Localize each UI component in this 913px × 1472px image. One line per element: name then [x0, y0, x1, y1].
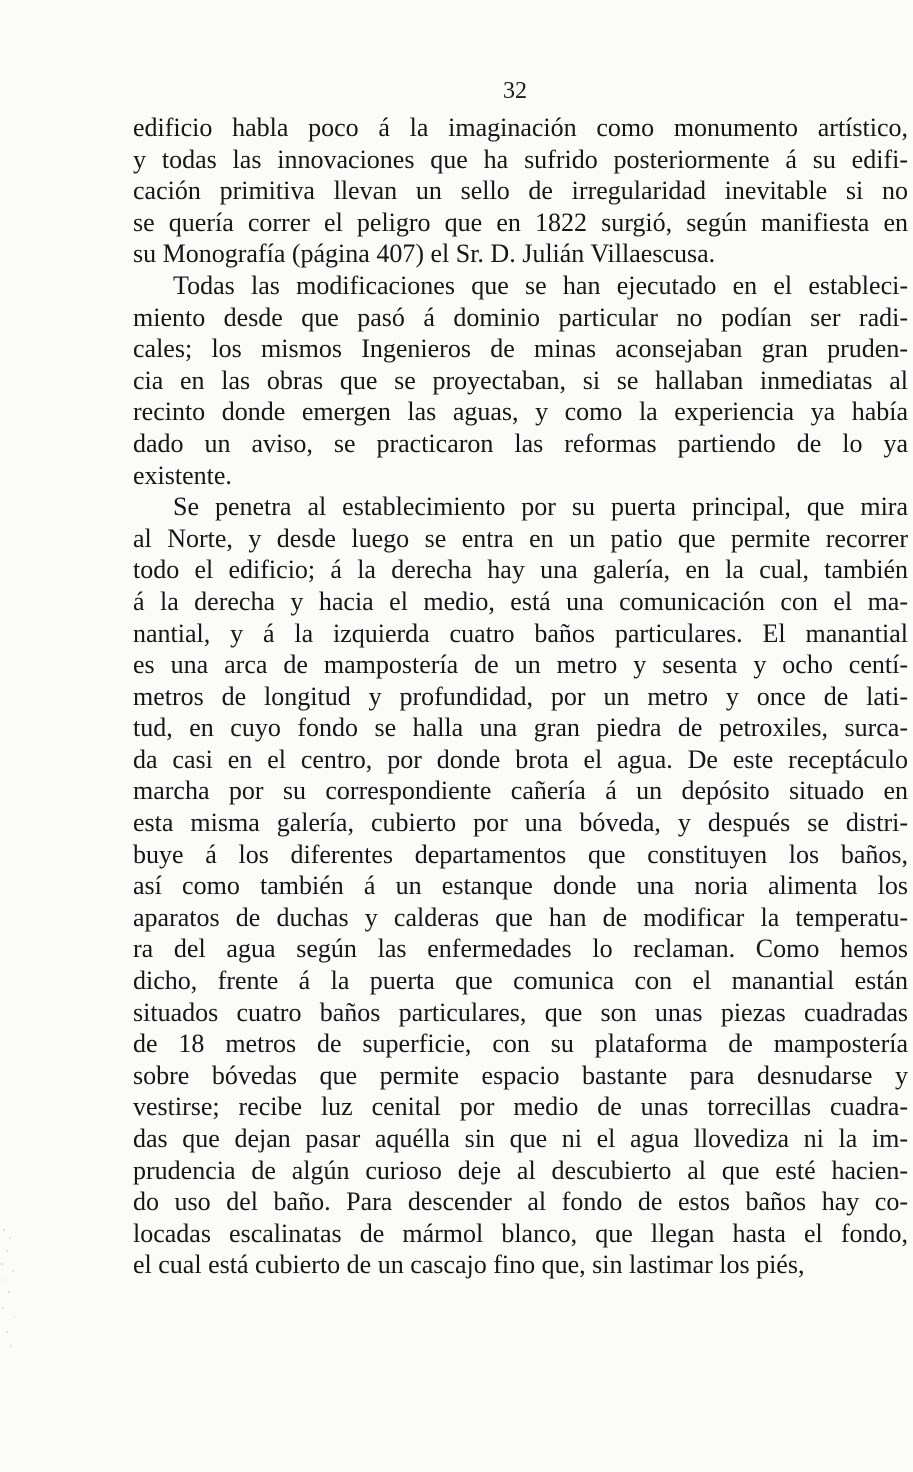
text-line: dado un aviso, se practicaron las reformas partiendo de lo ya	[133, 428, 908, 458]
text-line: es una arca de mampostería de un metro y sesenta y ocho centí-	[133, 650, 908, 680]
paragraph	[133, 270, 908, 491]
text-line: á la derecha y hacia el medio, está una comunicación con el ma-	[133, 586, 908, 616]
text-line: vestirse; recibe luz cenital por medio de unas torrecillas cuadra-	[133, 1092, 908, 1122]
text-line: al Norte, y desde luego se entra en un patio que permite recorrer	[133, 523, 908, 553]
page-number: 32	[503, 78, 527, 104]
text-line: da casi en el centro, por donde brota el agua. De este receptáculo	[133, 744, 908, 774]
text-line: miento desde que pasó á dominio particular no podían ser radi-	[133, 302, 908, 332]
text-line: así como también á un estanque donde una noria alimenta los	[133, 871, 908, 901]
text-line: recinto donde emergen las aguas, y como la experiencia ya había	[133, 397, 908, 427]
text-line: cia en las obras que se proyectaban, si se hallaban inmediatas al	[133, 365, 908, 395]
text-line: prudencia de algún curioso deje al descubierto al que esté hacien-	[133, 1155, 908, 1185]
text-line: sobre bóvedas que permite espacio bastante para desnudarse y	[133, 1060, 908, 1090]
text-line: cación primitiva llevan un sello de irregularidad inevitable si no	[133, 176, 908, 206]
text-line: locadas escalinatas de mármol blanco, que llegan hasta el fondo,	[133, 1218, 908, 1248]
text-line: ra del agua según las enfermedades lo reclaman. Como hemos	[133, 934, 908, 964]
text-line: su Monografía (página 407) el Sr. D. Julián Villaescusa.	[133, 239, 716, 269]
text-line: Se penetra al establecimiento por su puerta principal, que mira	[173, 492, 908, 522]
text-line: aparatos de duchas y calderas que han de modificar la temperatu-	[133, 902, 908, 932]
text-line: dicho, frente á la puerta que comunica con el manantial están	[133, 966, 908, 996]
text-line: situados cuatro baños particulares, que son unas piezas cuadradas	[133, 997, 908, 1027]
scan-speckle-decoration	[0, 1220, 40, 1360]
text-line: edificio habla poco á la imaginación como monumento artístico,	[133, 113, 908, 142]
text-line: y todas las innovaciones que ha sufrido posteriormente á su edifi-	[133, 144, 908, 174]
text-line: cales; los mismos Ingenieros de minas aconsejaban gran pruden-	[133, 334, 908, 364]
text-line: metros de longitud y profundidad, por un metro y once de lati-	[133, 681, 908, 711]
text-line: todo el edificio; á la derecha hay una galería, en la cual, también	[133, 555, 908, 585]
text-line: das que dejan pasar aquélla sin que ni el agua llovediza ni la im-	[133, 1124, 908, 1153]
text-line: esta misma galería, cubierto por una bóveda, y después se distri-	[133, 808, 908, 838]
text-line: existente.	[133, 460, 232, 490]
text-line: do uso del baño. Para descender al fondo de estos baños hay co-	[133, 1187, 908, 1217]
paragraph	[133, 112, 908, 270]
text-line: el cual está cubierto de un cascajo fino que, sin lastimar los piés,	[133, 1250, 805, 1280]
paragraph	[133, 491, 908, 1281]
text-line: marcha por su correspondiente cañería á un depósito situado en	[133, 776, 908, 806]
text-line: tud, en cuyo fondo se halla una gran piedra de petroxiles, surca-	[133, 713, 908, 743]
text-line: se quería correr el peligro que en 1822 surgió, según manifiesta en	[133, 207, 908, 237]
text-line: Todas las modificaciones que se han ejecutado en el estableci-	[173, 270, 908, 300]
body-text	[133, 112, 908, 1281]
text-line: de 18 metros de superficie, con su plataforma de mampostería	[133, 1029, 908, 1059]
text-line: nantial, y á la izquierda cuatro baños particulares. El manantial	[133, 618, 908, 648]
text-line: buye á los diferentes departamentos que constituyen los baños,	[133, 839, 908, 869]
